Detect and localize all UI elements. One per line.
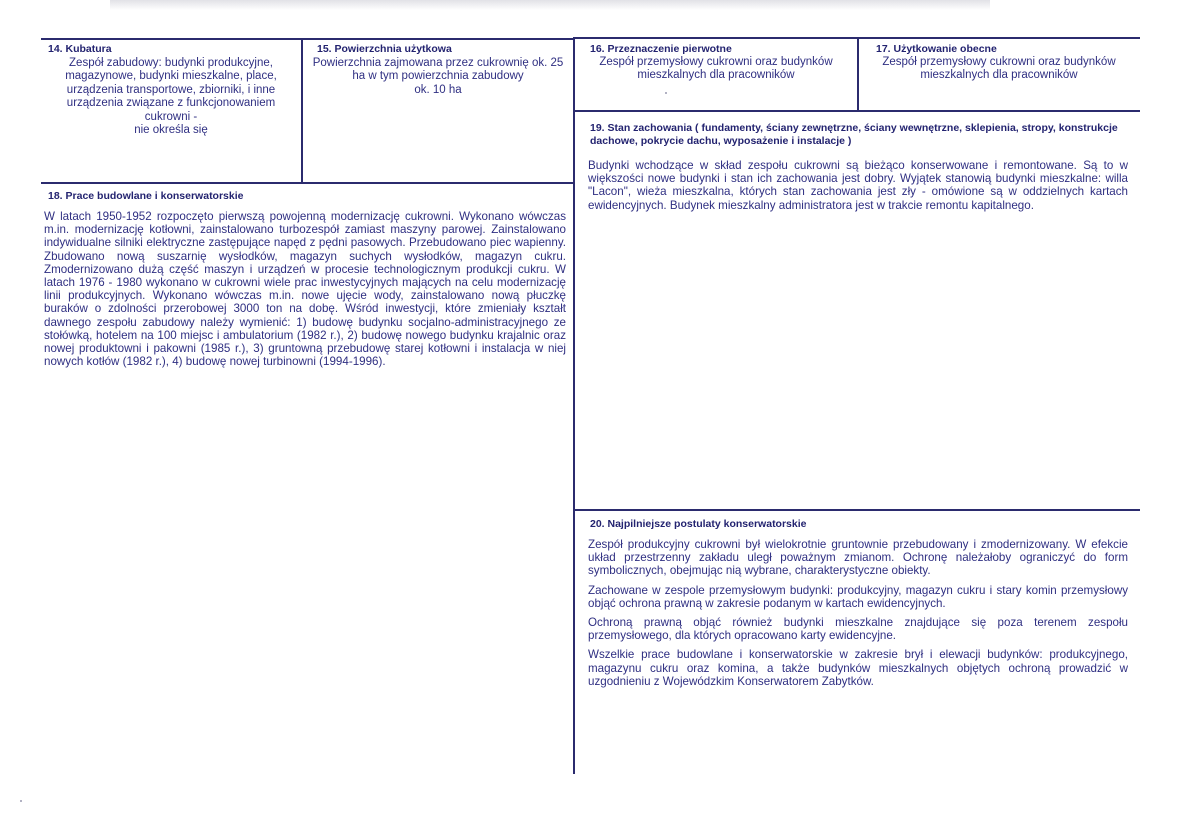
cell-17-text: Zespół przemysłowy cukrowni oraz budynków mieszkalnych dla pracowników	[882, 56, 1116, 82]
cell-14-body: Zespół zabudowy: budynki produkcyjne, magazynowe, budynki mieszkalne, place, urządzenia transportowe, zbiorniki, i inne urządzenia związane z funkcjonowaniem cukrowni - nie określa się	[65, 57, 277, 137]
cell-15-body: Powierzchnia zajmowana przez cukrownię ok. 25 ha w tym powierzchnia zabudowy ok. 10 ha	[312, 57, 564, 96]
cell-19-title: 19. Stan zachowania ( fundamenty, ściany zewnętrzne, ściany wewnętrzne, sklepienia, stropy, konstrukcje dachowe, pokrycie dachu, wyposażenie i instalacje )	[590, 122, 1118, 147]
cell-16-text: Zespół przemysłowy cukrowni oraz budynków mieszkalnych dla pracowników	[599, 56, 833, 82]
rule-right-lower	[574, 509, 1140, 511]
cell-16-title: 16. Przeznaczenie pierwotne	[590, 43, 732, 55]
cell-15-title: 15. Powierzchnia użytkowa	[317, 43, 452, 55]
rule-left-mid	[41, 182, 573, 184]
rule-left-split	[301, 38, 303, 182]
rule-right-upper	[574, 110, 1140, 112]
rule-right-split	[857, 37, 859, 111]
cell-14-text	[44, 57, 298, 137]
cell-20-title: 20. Najpilniejsze postulaty konserwatorskie	[590, 518, 807, 530]
cell-20-paragraph-1: Zespół produkcyjny cukrowni był wielokrotnie gruntownie przebudowany i zmodernizowany. W efekcie układ przestrzenny zakładu uległ poważnym zmianom. Ochronę należałoby ograniczyć do form symbolicznych, obejmując nią wybrane, charakterystyczne obiekty.	[588, 538, 1128, 578]
cell-20-paragraph-4: Wszelkie prace budowlane i konserwatorskie w zakresie brył i elewacji budynków: produkcyjnego, magazynu cukru oraz komina, a także budynków mieszkalnych objętych ochroną prowadzić w uzgodnieniu z Wojewódzkim Konserwatorem Zabytków.	[588, 648, 1128, 688]
cell-20-paragraph-3: Ochroną prawną objąć również budynki mieszkalne znajdujące się poza terenem zespołu przemysłowego, dla których opracowano karty ewidencyjne.	[588, 616, 1128, 643]
cell-14-title: 14. Kubatura	[48, 43, 112, 55]
scan-speck	[665, 92, 667, 94]
cell-20-paragraph-2: Zachowane w zespole przemysłowym budynki: produkcyjny, magazyn cukru i stary komin przemysłowy objąć ochrona prawną w zakresie podanym w kartach ewidencyjnych.	[588, 583, 1128, 610]
cell-19-text: Budynki wchodzące w skład zespołu cukrowni są bieżąco konserwowane i remontowane. Są to w większości nowe budynki i stan ich zachowania jest dobry. Wyjątek stanowią budynki mieszkalne: willa "Lacon", wieża mieszkalna, których stan zachowania jest zły - omówione są w oddzielnych kartach ewidencyjnych. Budynek mieszkalny administratora jest w trakcie remontu kapitalnego.	[588, 159, 1128, 212]
scan-speck	[20, 800, 22, 802]
cell-20-text	[588, 538, 1128, 694]
cell-17-title: 17. Użytkowanie obecne	[876, 43, 997, 55]
rule-center	[573, 37, 575, 774]
cell-15-text	[308, 57, 568, 97]
scan-smudge	[110, 0, 990, 10]
cell-18-text: W latach 1950-1952 rozpoczęto pierwszą powojenną modernizację cukrowni. Wykonano wówczas m.in. modernizację kotłowni, zainstalowano turbozespół zamiast maszyny parowej. Zainstalowano indywidualne silniki elektryczne zastępujące napęd z pędni pasowych. Przebudowano piec wapienny. Zbudowano nową suszarnię wysłodków, magazyn suchych wysłodków, magazyn cukru. Zmodernizowano dużą część maszyn i urządzeń w procesie technologicznym produkcji cukru. W latach 1976 - 1980 wykonano w cukrowni wiele prac inwestycyjnych mających na celu modernizację linii produkcyjnych. Wykonano wówczas m.in. nowe ujęcie wody, zainstalowano nową płuczkę buraków o zdolności przerobowej 3000 ton na dobę. Wśród inwestycji, które zmieniały kształt dawnego zespołu zabudowy należy wymienić: 1) budowę budynku socjalno-administracyjnego ze stołówką, hotelem na 100 miejsc i ambulatorium (1982 r.), 2) budowę nowego budynku krajalnic oraz nowej produktowni i pakowni (1985 r.), 3) gruntowną przebudowę starej kotłowni i instalacja w niej nowych kotłów (1982 r.), 4) budowę nowej turbinowni (1994-1996).	[44, 210, 566, 369]
cell-18-title: 18. Prace budowlane i konserwatorskie	[48, 190, 244, 202]
rule-top-left	[41, 38, 573, 40]
